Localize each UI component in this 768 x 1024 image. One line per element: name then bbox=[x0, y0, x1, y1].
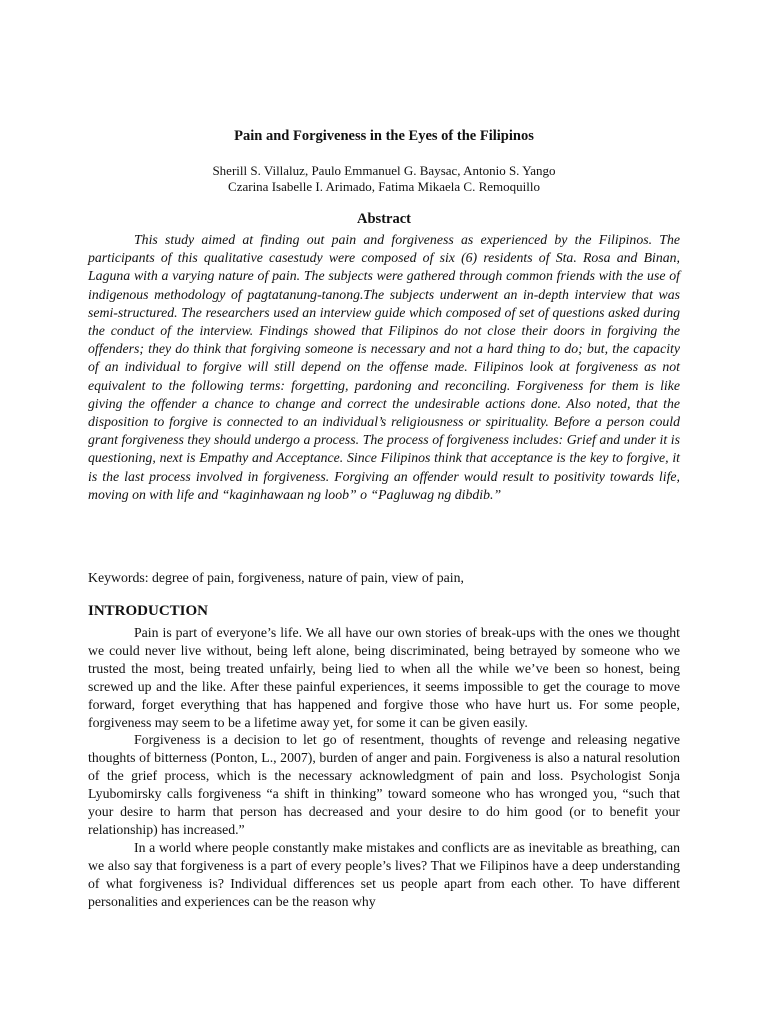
paper-title: Pain and Forgiveness in the Eyes of the Filipinos bbox=[234, 128, 534, 144]
author-list bbox=[88, 163, 680, 195]
abstract-heading: Abstract bbox=[357, 211, 411, 227]
abstract-text: This study aimed at finding out pain and forgiveness as experienced by the Filipinos. The participants of this qualitative casestudy were composed of six (6) residents of Sta. Rosa and Binan, Laguna with a varying nature of pain. The subjects were gathered through common friends with the use of indigenous methodology of pagtatanung-tanong.The subjects underwent an in-depth interview that was semi-structured. The researchers used an interview guide which composed of set of questions asked during the conduct of the interview. Findings showed that Filipinos do not close their doors in forgiving the offenders; they do think that forgiving someone is necessary and not a hard thing to do; but, the capacity of an individual to forgive will still depend on the offense made. Filipinos look at forgiveness as not equivalent to the following terms: forgetting, pardoning and reconciling. Forgiveness for them is like giving the offender a chance to change and correct the undesirable actions done. Also noted, that the disposition to forgive is connected to an individual’s religiousness or spirituality. Before a person could grant forgiveness they should undergo a process. The process of forgiveness includes: Grief and under it is questioning, next is Empathy and Acceptance. Since Filipinos think that acceptance is the key to forgive, it is the last process involved in forgiveness. Forgiving an offender would result to positivity towards life, moving on with life and “kaginhawaan ng loob” o “Pagluwag ng dibdib.” bbox=[88, 232, 680, 502]
introduction-heading: INTRODUCTION bbox=[88, 603, 209, 619]
intro-paragraph-3: In a world where people constantly make mistakes and conflicts are as inevitable as breathing, can we also say that forgiveness is a part of every people’s lives? That we Filipinos have a deep understanding of what forgiveness is? Individual differences set us people apart from each other. To have different personalities and experiences can be the reason why bbox=[88, 839, 680, 909]
keywords-line: Keywords: degree of pain, forgiveness, nature of pain, view of pain, bbox=[88, 570, 464, 585]
authors-line-1: Sherill S. Villaluz, Paulo Emmanuel G. Baysac, Antonio S. Yango bbox=[212, 163, 556, 178]
introduction-body bbox=[88, 624, 680, 911]
authors-line-2: Czarina Isabelle I. Arimado, Fatima Mikaela C. Remoquillo bbox=[228, 179, 540, 194]
intro-paragraph-2: Forgiveness is a decision to let go of resentment, thoughts of revenge and releasing negative thoughts of bitterness (Ponton, L., 2007), burden of anger and pain. Forgiveness is also a natural resolution of the grief process, which is the necessary acknowledgment of pain and loss. Psychologist Sonja Lyubomirsky calls forgiveness “a shift in thinking” toward someone who has wronged you, “such that your desire to harm that person has decreased and your desire to do him good (or to benefit your relationship) has increased.” bbox=[88, 732, 680, 837]
intro-paragraph-1: Pain is part of everyone’s life. We all have our own stories of break-ups with the ones we thought we could never live without, being left alone, being discriminated, being betrayed by someone who we trusted the most, being treated unfairly, being lied to when all the while we’ve been so honest, being screwed up and the like. After these painful experiences, it seems impossible to get the courage to move forward, forget everything that has happened and forgive those who have hurt us. For some people, forgiveness may seem to be a lifetime away yet, for some it can be given easily. bbox=[88, 625, 680, 730]
